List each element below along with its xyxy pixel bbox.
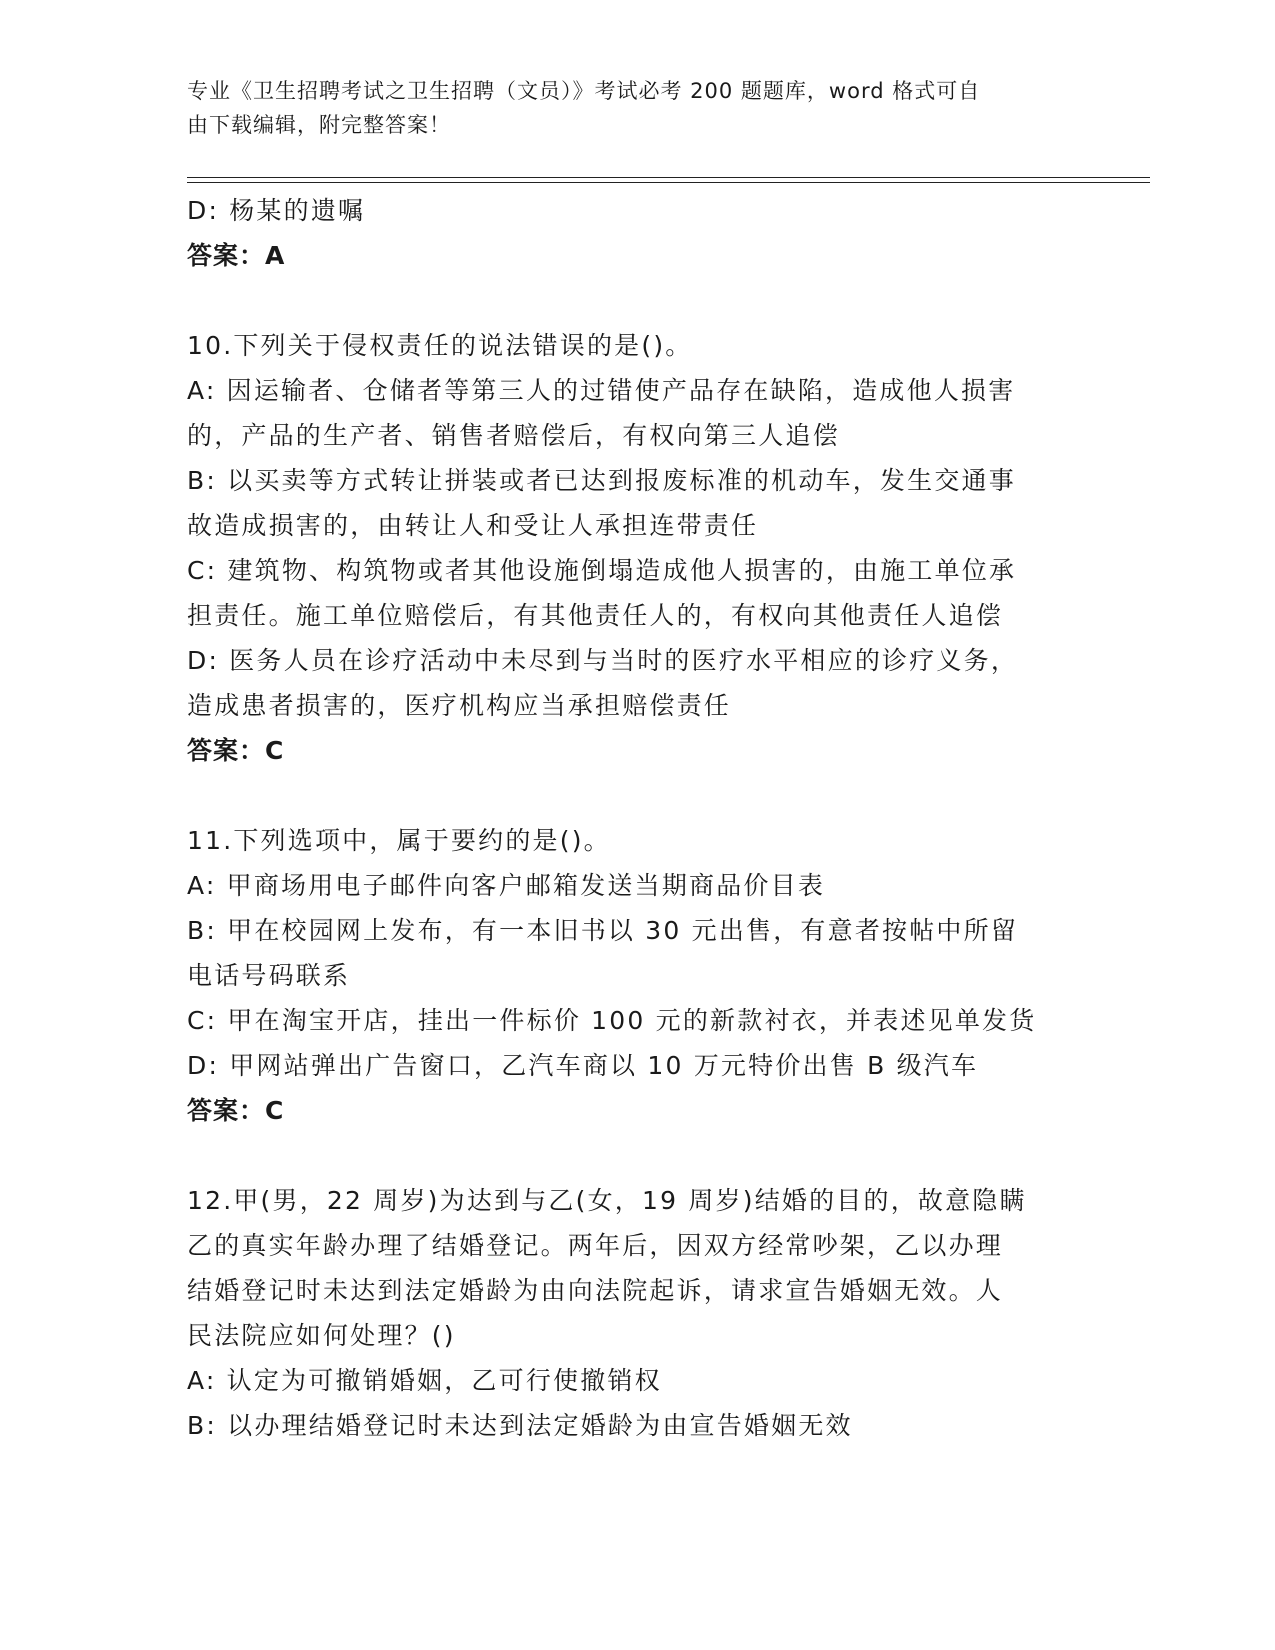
option-a-continued: 的，产品的生产者、销售者赔偿后，有权向第三人追偿 (187, 421, 840, 450)
question-stem: 12.甲(男，22 周岁)为达到与乙(女，19 周岁)结婚的目的，故意隐瞒 (187, 1186, 1027, 1215)
option-b-continued: 电话号码联系 (187, 961, 351, 990)
answer-line: 答案：C (187, 736, 285, 765)
spacer (187, 773, 1087, 818)
spacer (187, 1133, 1087, 1178)
page-header (187, 74, 1067, 142)
spacer (187, 278, 1087, 323)
question-12 (187, 1178, 1087, 1448)
option-b: B: 甲在校园网上发布，有一本旧书以 30 元出售，有意者按帖中所留 (187, 916, 1019, 945)
answer-line: 答案：C (187, 1096, 285, 1125)
option-d: D: 甲网站弹出广告窗口，乙汽车商以 10 万元特价出售 B 级汽车 (187, 1051, 979, 1080)
option-b: B: 以办理结婚登记时未达到法定婚龄为由宣告婚姻无效 (187, 1411, 853, 1440)
header-line-2: 由下载编辑，附完整答案！ (187, 113, 451, 137)
option-d: D: 医务人员在诊疗活动中未尽到与当时的医疗水平相应的诊疗义务， (187, 646, 1019, 675)
option-b: B: 以买卖等方式转让拼装或者已达到报废标准的机动车，发生交通事 (187, 466, 1016, 495)
option-c-continued: 担责任。施工单位赔偿后，有其他责任人的，有权向其他责任人追偿 (187, 601, 1004, 630)
option-d-continued: 造成患者损害的，医疗机构应当承担赔偿责任 (187, 691, 732, 720)
question-10 (187, 323, 1087, 773)
header-divider-top (187, 177, 1150, 178)
option-c: C: 建筑物、构筑物或者其他设施倒塌造成他人损害的，由施工单位承 (187, 556, 1017, 585)
question-11 (187, 818, 1087, 1133)
previous-question-tail (187, 188, 1087, 278)
question-content (187, 188, 1087, 1448)
header-divider-bottom (187, 182, 1150, 183)
option-a: A: 甲商场用电子邮件向客户邮箱发送当期商品价目表 (187, 871, 826, 900)
question-stem-continued: 乙的真实年龄办理了结婚登记。两年后，因双方经常吵架，乙以办理 (187, 1231, 1004, 1260)
answer-line: 答案：A (187, 241, 286, 270)
option-d: D: 杨某的遗嘱 (187, 196, 366, 225)
question-stem: 10.下列关于侵权责任的说法错误的是()。 (187, 331, 693, 360)
question-stem-continued: 结婚登记时未达到法定婚龄为由向法院起诉，请求宣告婚姻无效。人 (187, 1276, 1004, 1305)
option-b-continued: 故造成损害的，由转让人和受让人承担连带责任 (187, 511, 759, 540)
header-line-1: 专业《卫生招聘考试之卫生招聘（文员）》考试必考 200 题题库，word 格式可自 (187, 79, 981, 103)
question-stem-continued: 民法院应如何处理？() (187, 1321, 456, 1350)
option-a: A: 认定为可撤销婚姻，乙可行使撤销权 (187, 1366, 662, 1395)
option-a: A: 因运输者、仓储者等第三人的过错使产品存在缺陷，造成他人损害 (187, 376, 1016, 405)
question-stem: 11.下列选项中，属于要约的是()。 (187, 826, 611, 855)
option-c: C: 甲在淘宝开店，挂出一件标价 100 元的新款衬衣，并表述见单发货 (187, 1006, 1037, 1035)
